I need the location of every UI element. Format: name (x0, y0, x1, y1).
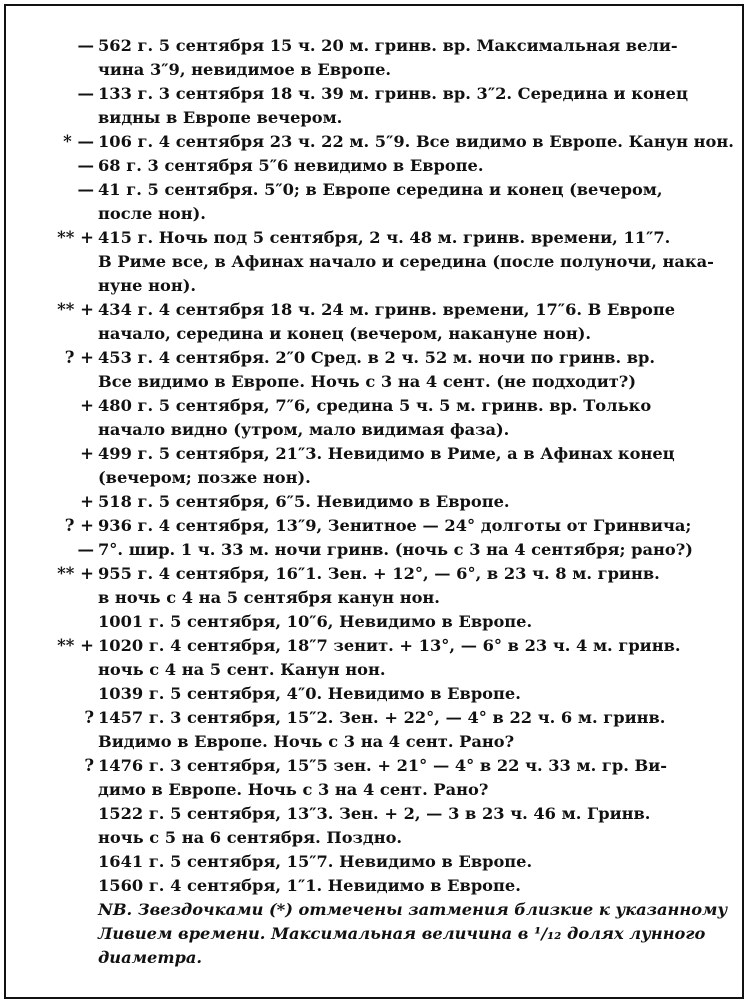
eclipse-entry (6, 706, 746, 754)
entry-line: нуне нон). (98, 276, 197, 295)
entry-line: 955 г. 4 сентября, 16″1. Зен. + 12°, — 6°, в 23 ч. 8 м. гринв. (98, 564, 660, 583)
eclipse-entry (6, 442, 746, 490)
footnote-line: диаметра. (98, 948, 203, 967)
entry-marker: — (77, 180, 94, 199)
entry-line: 1476 г. 3 сентября, 15″5 зен. + 21° — 4° в 22 ч. 33 м. гр. Ви- (98, 756, 668, 775)
entry-line: димо в Европе. Ночь с 3 на 4 сент. Рано? (98, 780, 489, 799)
eclipse-entry (6, 394, 746, 442)
entry-line: 518 г. 5 сентября, 6″5. Невидимо в Европе. (98, 492, 510, 511)
entry-line: 1522 г. 5 сентября, 13″3. Зен. + 2, — 3 в 23 ч. 46 м. Гринв. (98, 804, 651, 823)
entry-line: 434 г. 4 сентября 18 ч. 24 м. гринв. времени, 17″6. В Европе (98, 300, 676, 319)
eclipse-entry (6, 34, 746, 82)
footnote-line: NB. Звездочками (*) отмечены затмения близкие к указанному (98, 900, 728, 919)
eclipse-entry (6, 154, 746, 178)
entry-line: 106 г. 4 сентября 23 ч. 22 м. 5″9. Все видимо в Европе. Канун нон. (98, 132, 734, 151)
entry-line: начало, середина и конец (вечером, накануне нон). (98, 324, 592, 343)
entry-marker: * — (63, 132, 94, 151)
entry-line: Все видимо в Европе. Ночь с 3 на 4 сент. (не подходит?) (98, 372, 636, 391)
entry-marker: ** + (57, 636, 94, 655)
page-frame (4, 4, 744, 999)
eclipse-entry (6, 346, 746, 394)
eclipse-entry (6, 682, 746, 706)
eclipse-entry (6, 298, 746, 346)
entry-line: 1457 г. 3 сентября, 15″2. Зен. + 22°, — 4° в 22 ч. 6 м. гринв. (98, 708, 666, 727)
entry-line: видны в Европе вечером. (98, 108, 343, 127)
entry-line: (вечером; позже нон). (98, 468, 311, 487)
footnote-line: Ливием времени. Максимальная величина в ¹/₁₂ долях лунного (98, 924, 706, 943)
entry-line: 415 г. Ночь под 5 сентября, 2 ч. 48 м. гринв. времени, 11″7. (98, 228, 671, 247)
entry-line: 453 г. 4 сентября. 2″0 Сред. в 2 ч. 52 м. ночи по гринв. вр. (98, 348, 656, 367)
entry-line: 1560 г. 4 сентября, 1″1. Невидимо в Европе. (98, 876, 521, 895)
entry-line: 1039 г. 5 сентября, 4″0. Невидимо в Европе. (98, 684, 521, 703)
entry-marker: ** + (57, 300, 94, 319)
entry-marker: — (77, 36, 94, 55)
eclipse-entry (6, 82, 746, 130)
entry-line: 936 г. 4 сентября, 13″9, Зенитное — 24° долготы от Гринвича; (98, 516, 692, 535)
entry-marker: ? + (64, 516, 94, 535)
entry-marker: ? (84, 708, 94, 727)
entry-marker: — (77, 84, 94, 103)
entry-marker: + (80, 492, 94, 511)
eclipse-entry (6, 538, 746, 562)
entry-line: 7°. шир. 1 ч. 33 м. ночи гринв. (ночь с 3 на 4 сентября; рано?) (98, 540, 693, 559)
footnote (6, 898, 746, 970)
eclipse-entry (6, 754, 746, 802)
entry-marker: — (77, 156, 94, 175)
entry-line: 1001 г. 5 сентября, 10″6, Невидимо в Европе. (98, 612, 533, 631)
entry-line: 41 г. 5 сентября. 5″0; в Европе середина и конец (вечером, (98, 180, 663, 199)
entry-marker: ** + (57, 564, 94, 583)
entry-line: после нон). (98, 204, 206, 223)
entry-marker: + (80, 396, 94, 415)
eclipse-entry (6, 874, 746, 898)
eclipse-entry (6, 802, 746, 850)
eclipse-entry (6, 562, 746, 610)
entry-line: 499 г. 5 сентября, 21″3. Невидимо в Риме, а в Афинах конец (98, 444, 675, 463)
eclipse-entry (6, 850, 746, 874)
entry-marker: ** + (57, 228, 94, 247)
entry-marker: — (77, 540, 94, 559)
entry-line: 1641 г. 5 сентября, 15″7. Невидимо в Европе. (98, 852, 533, 871)
entry-line: ночь с 5 на 6 сентября. Поздно. (98, 828, 403, 847)
entry-line: 562 г. 5 сентября 15 ч. 20 м. гринв. вр. Максимальная вели- (98, 36, 678, 55)
eclipse-entry (6, 490, 746, 514)
entry-line: в ночь с 4 на 5 сентября канун нон. (98, 588, 440, 607)
eclipse-list (6, 34, 746, 970)
eclipse-entry (6, 130, 746, 154)
entry-line: В Риме все, в Афинах начало и середина (после полуночи, нака- (98, 252, 714, 271)
entry-line: 1020 г. 4 сентября, 18″7 зенит. + 13°, — 6° в 23 ч. 4 м. гринв. (98, 636, 681, 655)
entry-line: 68 г. 3 сентября 5″6 невидимо в Европе. (98, 156, 484, 175)
entry-line: ночь с 4 на 5 сент. Канун нон. (98, 660, 386, 679)
eclipse-entry (6, 610, 746, 634)
eclipse-entry (6, 178, 746, 226)
eclipse-entry (6, 514, 746, 538)
entry-line: Видимо в Европе. Ночь с 3 на 4 сент. Рано? (98, 732, 515, 751)
entry-line: начало видно (утром, мало видимая фаза). (98, 420, 510, 439)
entry-marker: ? (84, 756, 94, 775)
entry-marker: + (80, 444, 94, 463)
eclipse-entry (6, 226, 746, 298)
entry-marker: ? + (64, 348, 94, 367)
entry-line: чина 3″9, невидимое в Европе. (98, 60, 392, 79)
entry-line: 133 г. 3 сентября 18 ч. 39 м. гринв. вр. 3″2. Середина и конец (98, 84, 688, 103)
eclipse-entry (6, 634, 746, 682)
entry-line: 480 г. 5 сентября, 7″6, средина 5 ч. 5 м. гринв. вр. Только (98, 396, 652, 415)
